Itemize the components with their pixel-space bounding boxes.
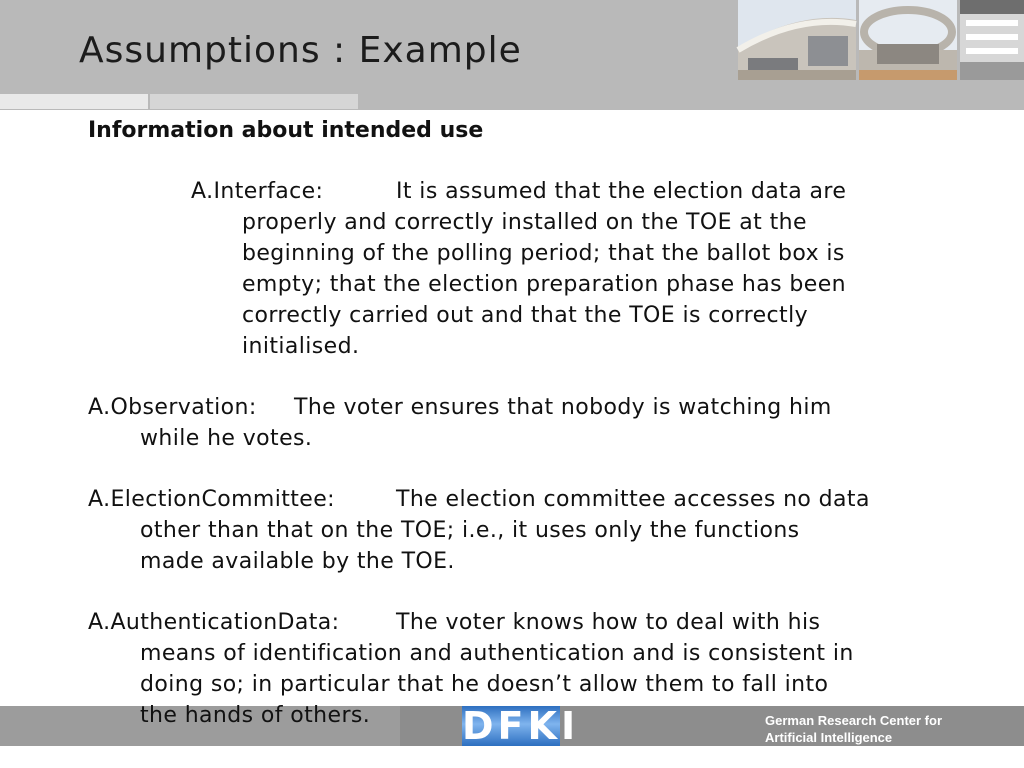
assumption-text-line: beginning of the polling period; that the ballot box is xyxy=(242,241,845,266)
assumption-text-line: empty; that the election preparation phase has been xyxy=(242,272,846,297)
assumption-text-line: the hands of others. xyxy=(140,703,371,728)
assumption-text-line: properly and correctly installed on the TOE at the xyxy=(242,210,807,235)
slide-title: Assumptions : Example xyxy=(79,30,522,71)
assumption-text-line: The voter ensures that nobody is watching him xyxy=(294,395,832,420)
assumption-text-line: correctly carried out and that the TOE is correctly xyxy=(242,303,808,328)
assumption-text-line: while he votes. xyxy=(140,426,313,451)
assumption-label: A.ElectionCommittee: xyxy=(88,487,335,512)
assumption-text-line: means of identification and authentication and is consistent in xyxy=(140,641,854,666)
assumption-text-line: other than that on the TOE; i.e., it uses only the functions xyxy=(140,518,800,543)
assumption-text-line: The voter knows how to deal with his xyxy=(396,610,821,635)
assumption-text-line: It is assumed that the election data are xyxy=(396,179,847,204)
organization-name xyxy=(765,712,1015,746)
assumption-text-line: made available by the TOE. xyxy=(140,549,455,574)
assumption-label: A.Observation: xyxy=(88,395,257,420)
assumption-text-line: initialised. xyxy=(242,334,360,359)
dfki-logo-text: DFKI xyxy=(462,704,580,748)
section-subheading: Information about intended use xyxy=(88,118,484,143)
assumption-label: A.AuthenticationData: xyxy=(88,610,340,635)
organization-name-line: German Research Center for xyxy=(765,713,943,728)
assumption-text-line: The election committee accesses no data xyxy=(396,487,870,512)
assumption-text-line: doing so; in particular that he doesn’t allow them to fall into xyxy=(140,672,829,697)
assumption-label: A.Interface: xyxy=(191,179,324,204)
organization-name-line: Artificial Intelligence xyxy=(765,730,893,745)
dfki-logo xyxy=(462,704,580,748)
